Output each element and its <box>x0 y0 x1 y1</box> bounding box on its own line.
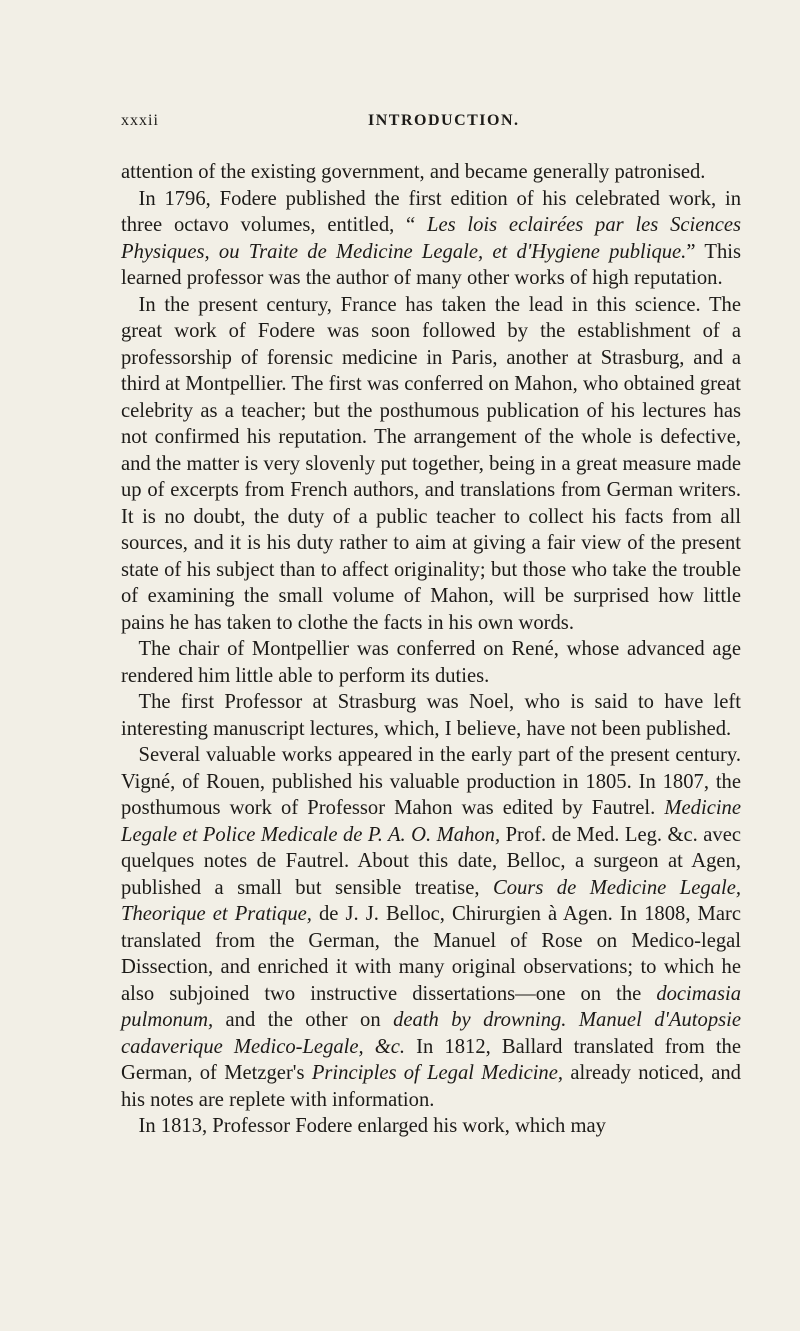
italic-title: death by drowning. Manuel d'Autopsie cadaverique Medico-Legale, &c. <box>121 1009 741 1058</box>
book-page <box>121 112 741 1140</box>
italic-title: Les lois eclairées par les Sciences Physiques, ou Traite de Medicine Legale, et d'Hygiene publique. <box>121 214 741 263</box>
paragraph <box>121 186 741 292</box>
paragraph <box>121 1113 741 1140</box>
page-header <box>121 112 741 142</box>
paragraph <box>121 636 741 689</box>
text-run: In 1796, Fodere published the first edition of his celebrated work, in three octavo volumes, entitled, “ <box>121 187 741 236</box>
text-run: The first Professor at Strasburg was Noel, who is said to have left interesting manuscript lectures, which, I believe, have not been published. <box>121 691 741 740</box>
body-text <box>121 159 741 1140</box>
text-run: ” This learned professor was the author of many other works of high reputation. <box>121 240 742 289</box>
text-run: In 1813, Professor Fodere enlarged his work, which may <box>138 1115 606 1137</box>
text-run: The chair of Montpellier was conferred on René, whose advanced age rendered him little able to perform its duties. <box>121 638 741 687</box>
text-run: and the other on <box>213 1009 394 1031</box>
text-run: already noticed, and his notes are replete with information. <box>121 1062 741 1111</box>
text-run: de J. J. Belloc, Chirurgien à Agen. In 1808, Marc translated from the German, the Manuel of Rose on Medico-legal Dissection, and enriched it with many original observations; to which he also subjoined two instructive dissertations—one on the <box>121 903 741 1005</box>
page-number: xxxii <box>121 112 159 129</box>
paragraph <box>121 159 741 186</box>
text-run: attention of the existing government, and became generally patronised. <box>121 161 706 183</box>
text-run: Several valuable works appeared in the early part of the present century. Vigné, of Rouen, published his valuable production in 1805. In 1807, the posthumous work of Professor Mahon was edited by Fautrel. <box>121 744 741 819</box>
text-run: In the present century, France has taken the lead in this science. The great work of Fodere was soon followed by the establishment of a professorship of forensic medicine in Paris, another at Strasburg, and a third at Montpellier. The first was conferred on Mahon, who obtained great celebrity as a teacher; but the posthumous publication of his lectures has not confirmed his reputation. The arrangement of the whole is defective, and the matter is very slovenly put together, being in a great measure made up of excerpts from French authors, and translations from German writers. It is no doubt, the duty of a public teacher to collect his facts from all sources, and it is his duty rather to aim at giving a fair view of the present state of his subject than to affect originality; but those who take the trouble of examining the small volume of Mahon, will be surprised how little pains he has taken to clothe the facts in his own words. <box>121 293 741 634</box>
italic-title: Cours de Medicine Legale, Theorique et Pratique, <box>121 876 741 925</box>
italic-term: docimasia pulmonum, <box>121 982 741 1031</box>
paragraph <box>121 742 741 1113</box>
italic-title: Medicine Legale et Police Medicale de P. A. O. Mahon, <box>121 797 741 846</box>
running-head: INTRODUCTION. <box>368 112 520 129</box>
text-run: Prof. de Med. Leg. &c. avec quelques notes de Fautrel. About this date, Belloc, a surgeon at Agen, published a small but sensible treatise, <box>121 823 741 899</box>
italic-title: Principles of Legal Medicine, <box>311 1062 564 1084</box>
paragraph <box>121 292 741 637</box>
paragraph <box>121 689 741 742</box>
text-run: In 1812, Ballard translated from the German, of Metzger's <box>121 1035 741 1084</box>
